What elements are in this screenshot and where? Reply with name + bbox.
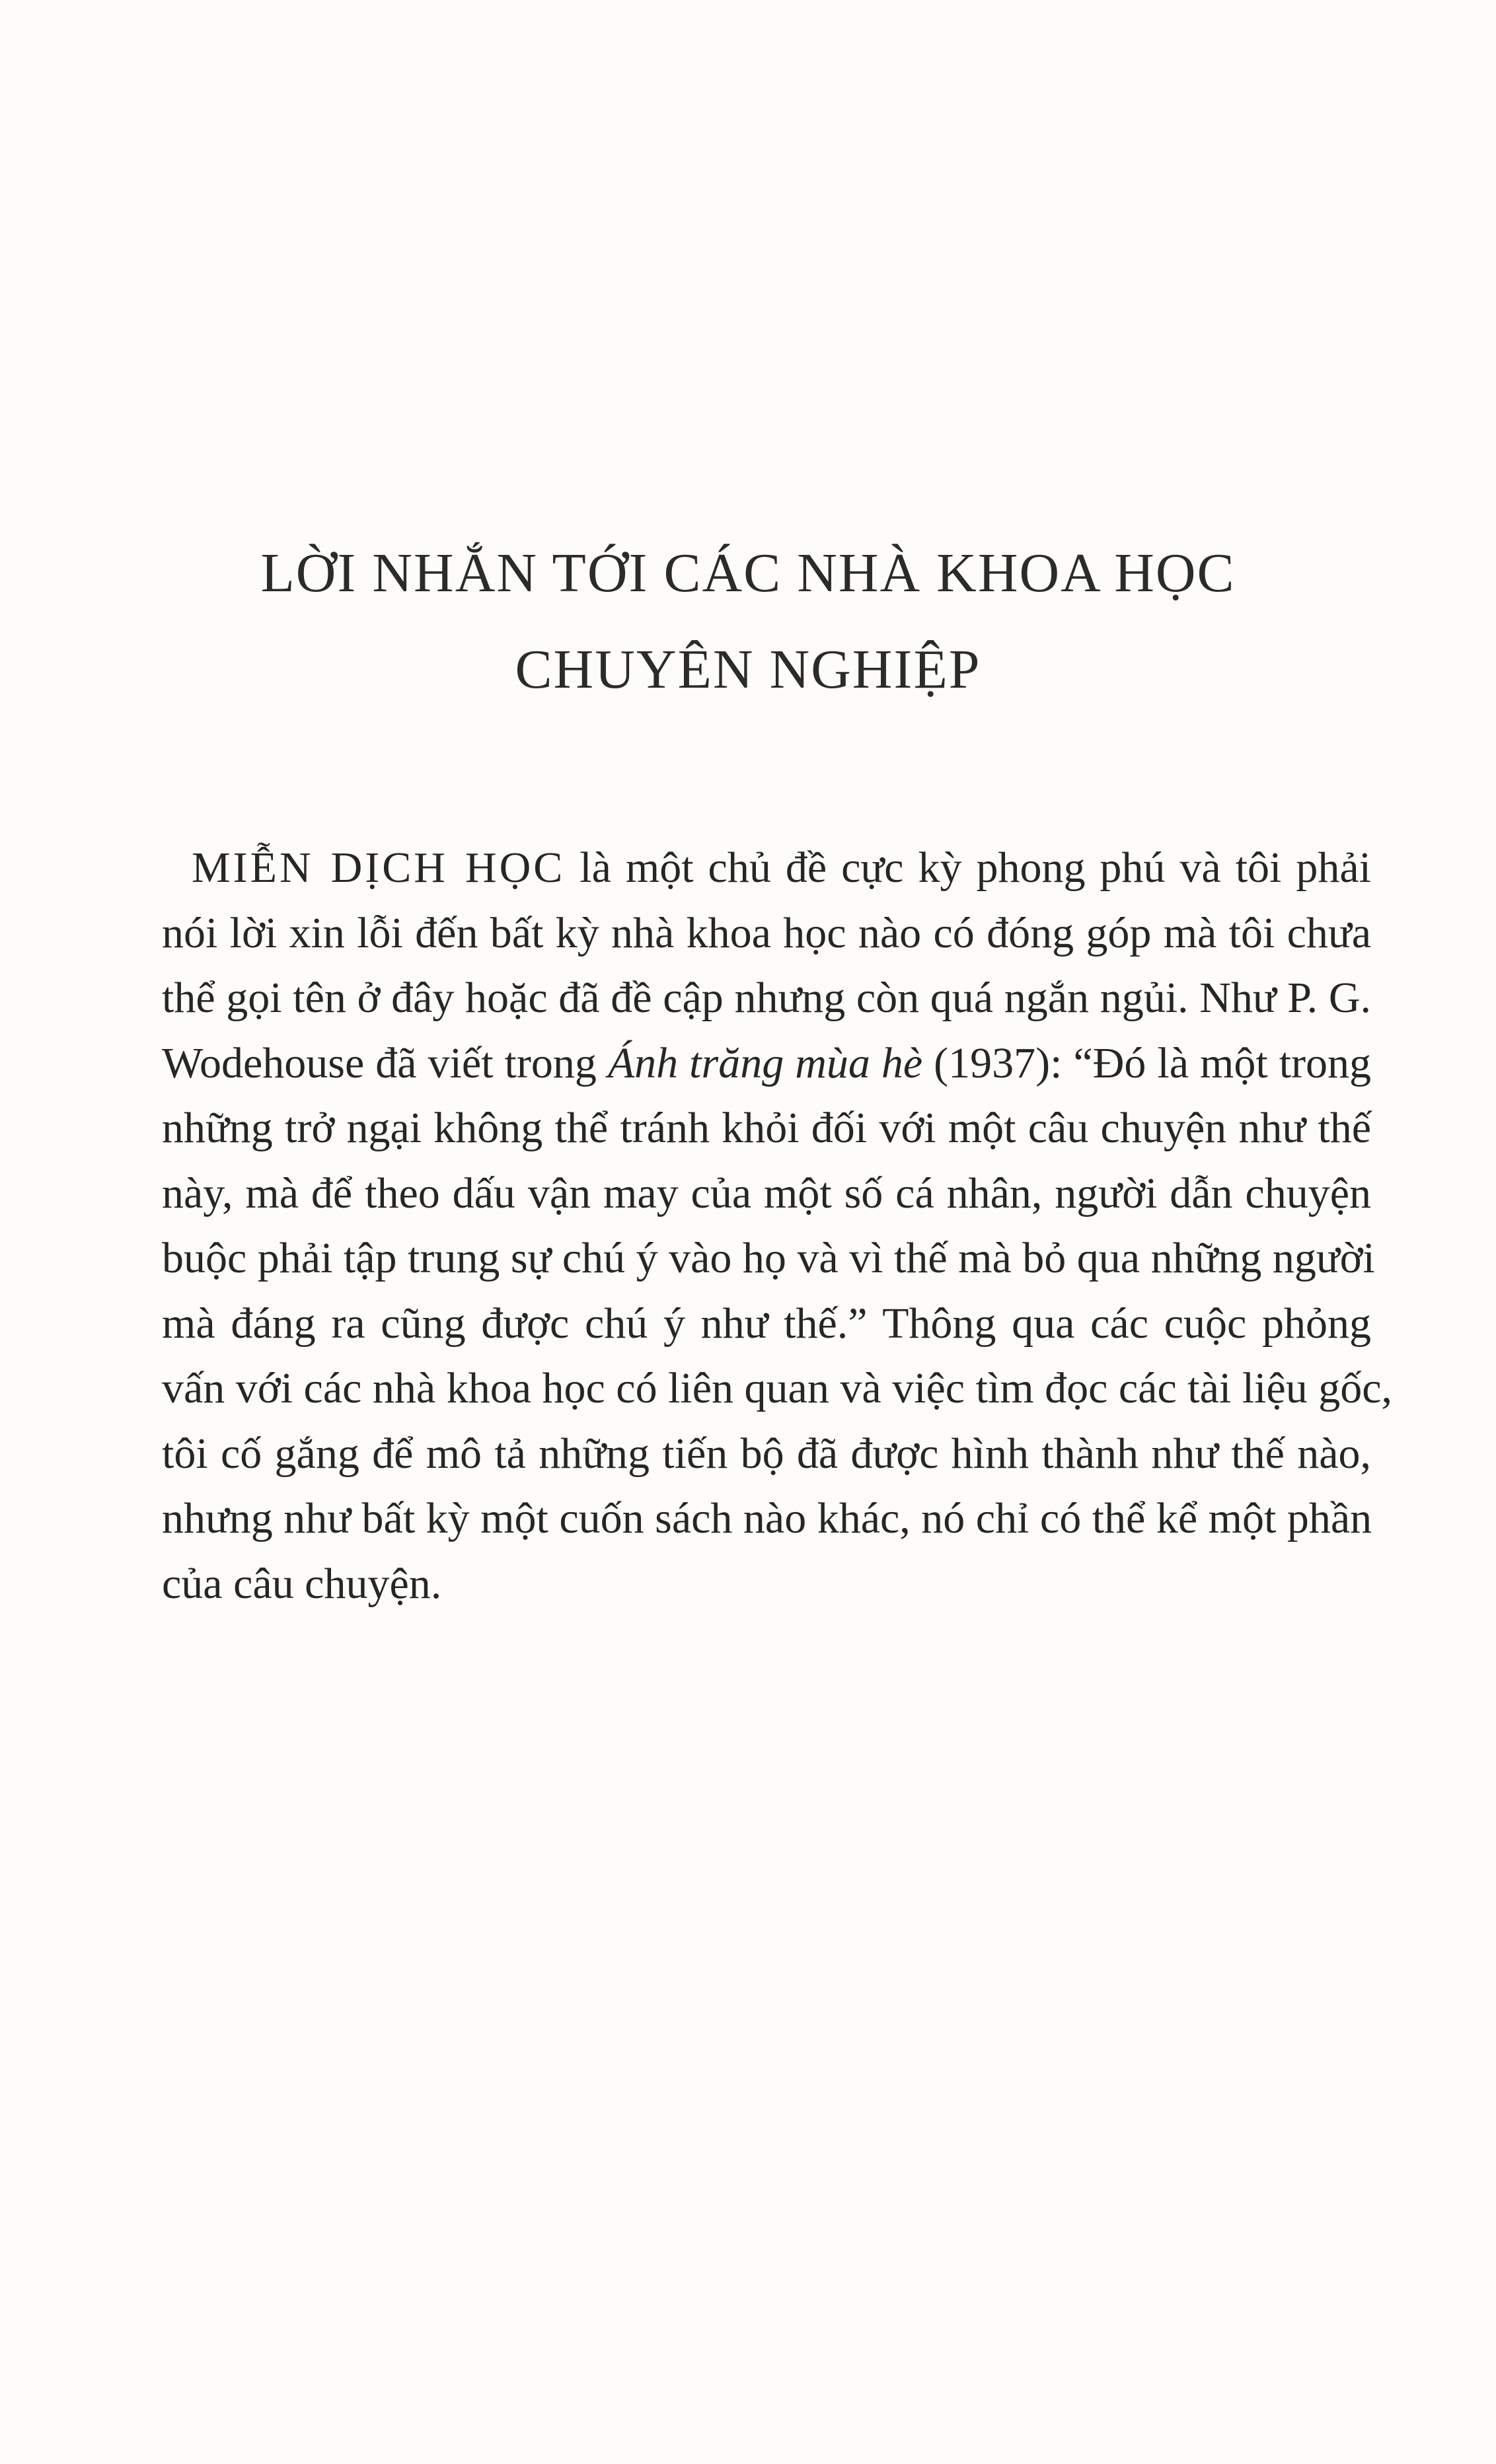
paragraph-line: thể gọi tên ở đây hoặc đã đề cập nhưng còn quá ngắn ngủi. Như P. G. [162,974,1371,1022]
line-text: là một chủ đề cực kỳ phong phú và tôi phải [565,844,1371,892]
paragraph-line: này, mà để theo dấu vận may của một số cá nhân, người dẫn chuyện [162,1169,1371,1217]
paragraph-line [162,1031,1371,1097]
book-title: Ánh trăng mùa hè [607,1038,923,1087]
paragraph-line: nhưng như bất kỳ một cuốn sách nào khác, nó chỉ có thể kể một phần [162,1494,1372,1542]
paragraph-line: những trở ngại không thể tránh khỏi đối với một câu chuyện như thế [162,1104,1371,1152]
paragraph-line [162,836,1371,901]
paragraph-line: của câu chuyện. [162,1559,442,1608]
paragraph-line: tôi cố gắng để mô tả những tiến bộ đã được hình thành như thế nào, [162,1429,1371,1478]
body-paragraph [162,836,1392,1616]
line-text: (1937): “Đó là một trong [922,1038,1372,1087]
paragraph-line: mà đáng ra cũng được chú ý như thế.” Thông qua các cuộc phỏng [162,1299,1371,1348]
chapter-heading [0,525,1496,718]
line-text: Wodehouse đã viết trong [162,1038,608,1087]
paragraph-line: vấn với các nhà khoa học có liên quan và việc tìm đọc các tài liệu gốc, [162,1364,1392,1412]
heading-line-2: CHUYÊN NGHIỆP [515,639,981,700]
heading-line-1: LỜI NHẮN TỚI CÁC NHÀ KHOA HỌC [260,542,1236,604]
lead-small-caps: MIỄN DỊCH HỌC [192,844,566,892]
paragraph-line: nói lời xin lỗi đến bất kỳ nhà khoa học nào có đóng góp mà tôi chưa [162,908,1371,957]
paragraph-line: buộc phải tập trung sự chú ý vào họ và vì thế mà bỏ qua những người [162,1234,1375,1282]
